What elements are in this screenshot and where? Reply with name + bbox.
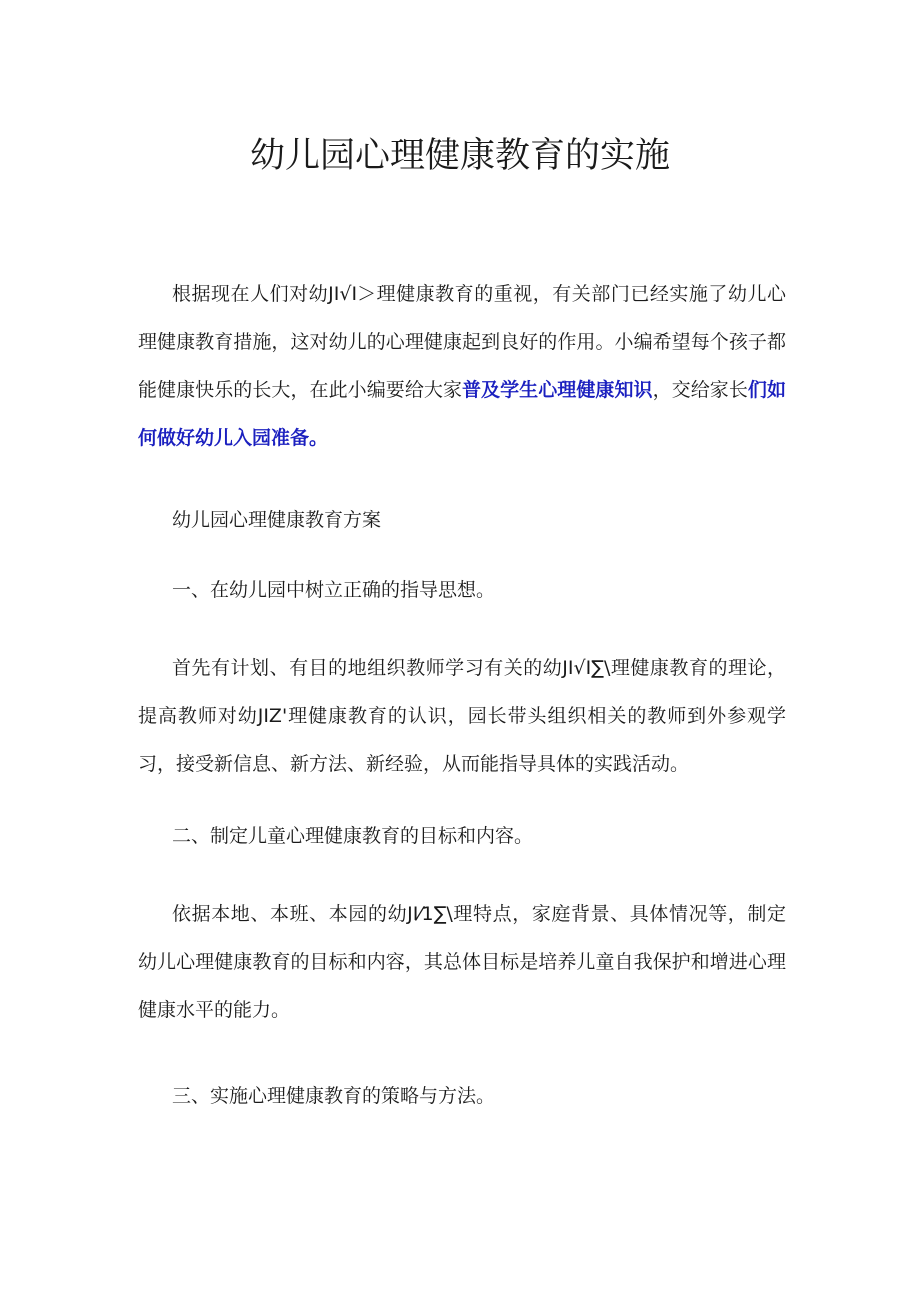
point3-heading: 三、实施心理健康教育的策略与方法。 [172,1085,496,1107]
point2-body: 依据本地、本班、本园的幼JI⁄1∑\理特点，家庭背景、具体情况等，制定幼儿心理健康教育的目标和内容，其总体目标是培养儿童自我保护和增进心理健康水平的能力。 [138,903,786,1021]
point1-heading: 一、在幼儿园中树立正确的指导思想。 [172,579,496,601]
intro-text: 根据现在人们对幼JI√I＞理健康教育的重视，有关部门已经实施了幼儿心理健康教育措施，这对幼儿的心理健康起到良好的作用。小编希望每个孩子都能健康快乐的长大，在此小编要给大家 [138,283,786,401]
document-title: 幼儿园心理健康教育的实施 [249,136,670,176]
link-kindergarten-entry-preparation[interactable]: 们如何做好幼儿入园准备。 [138,379,786,449]
section-heading: 幼儿园心理健康教育方案 [172,509,382,531]
link-student-mental-health-knowledge[interactable]: 普及学生心理健康知识 [462,379,653,401]
point2-heading: 二、制定儿童心理健康教育的目标和内容。 [172,825,534,847]
point1-body: 首先有计划、有目的地组织教师学习有关的幼JI√I∑\理健康教育的理论，提高教师对幼JIZ'理健康教育的认识，园长带头组织相关的教师到外参观学习，接受新信息、新方法、新经验，从而能指导具体的实践活动。 [138,657,786,775]
intro-text-between: ，交给家长 [652,379,748,401]
intro-paragraph [138,270,786,462]
